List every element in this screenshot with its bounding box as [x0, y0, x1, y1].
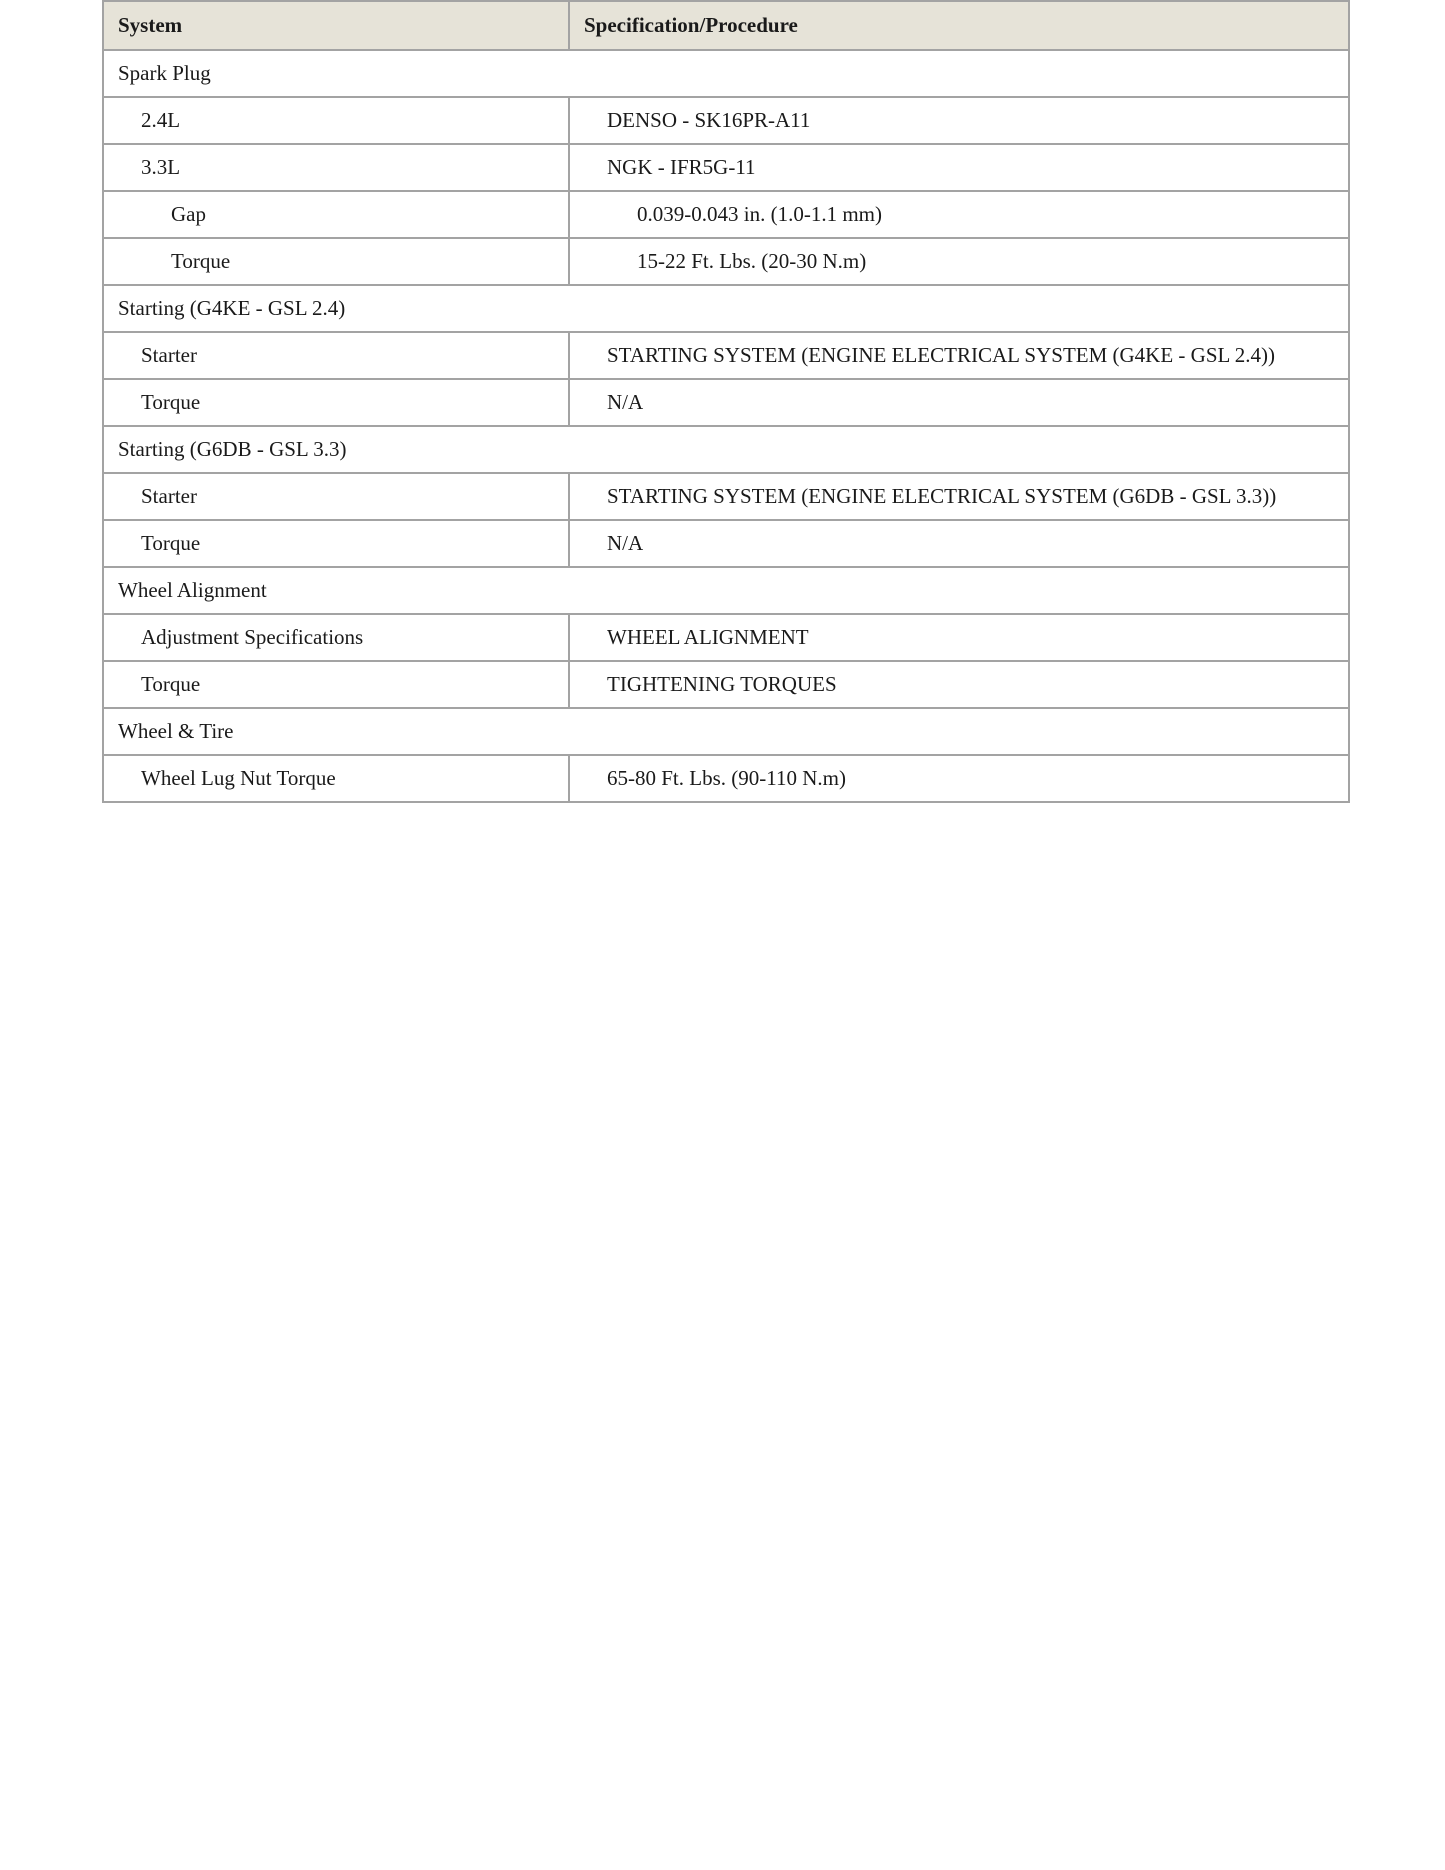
system-cell: 2.4L — [103, 97, 569, 144]
table-row — [103, 144, 1349, 191]
spec-cell: 65-80 Ft. Lbs. (90-110 N.m) — [569, 755, 1349, 802]
spec-cell: STARTING SYSTEM (ENGINE ELECTRICAL SYSTEM (G6DB - GSL 3.3)) — [569, 473, 1349, 520]
spec-table — [102, 0, 1350, 803]
section-row — [103, 708, 1349, 755]
table-body — [103, 50, 1349, 802]
spec-cell: WHEEL ALIGNMENT — [569, 614, 1349, 661]
section-label: Wheel & Tire — [103, 708, 1349, 755]
section-label: Starting (G6DB - GSL 3.3) — [103, 426, 1349, 473]
section-row — [103, 285, 1349, 332]
table-row — [103, 238, 1349, 285]
system-cell: Starter — [103, 332, 569, 379]
spec-cell: N/A — [569, 520, 1349, 567]
column-header-system: System — [103, 1, 569, 50]
system-cell: 3.3L — [103, 144, 569, 191]
spec-cell: TIGHTENING TORQUES — [569, 661, 1349, 708]
system-cell: Torque — [103, 238, 569, 285]
section-row — [103, 567, 1349, 614]
spec-cell: 0.039-0.043 in. (1.0-1.1 mm) — [569, 191, 1349, 238]
table-row — [103, 97, 1349, 144]
spec-cell: NGK - IFR5G-11 — [569, 144, 1349, 191]
system-cell: Torque — [103, 520, 569, 567]
system-cell: Gap — [103, 191, 569, 238]
table-row — [103, 379, 1349, 426]
column-header-specification: Specification/Procedure — [569, 1, 1349, 50]
table-row — [103, 473, 1349, 520]
system-cell: Adjustment Specifications — [103, 614, 569, 661]
table-row — [103, 332, 1349, 379]
spec-cell: N/A — [569, 379, 1349, 426]
spec-cell: STARTING SYSTEM (ENGINE ELECTRICAL SYSTEM (G4KE - GSL 2.4)) — [569, 332, 1349, 379]
section-label: Starting (G4KE - GSL 2.4) — [103, 285, 1349, 332]
table-row — [103, 191, 1349, 238]
section-label: Spark Plug — [103, 50, 1349, 97]
table-row — [103, 520, 1349, 567]
table-header-row — [103, 1, 1349, 50]
table-row — [103, 755, 1349, 802]
section-row — [103, 426, 1349, 473]
section-row — [103, 50, 1349, 97]
table-row — [103, 661, 1349, 708]
section-label: Wheel Alignment — [103, 567, 1349, 614]
system-cell: Wheel Lug Nut Torque — [103, 755, 569, 802]
system-cell: Starter — [103, 473, 569, 520]
system-cell: Torque — [103, 661, 569, 708]
system-cell: Torque — [103, 379, 569, 426]
spec-cell: DENSO - SK16PR-A11 — [569, 97, 1349, 144]
spec-cell: 15-22 Ft. Lbs. (20-30 N.m) — [569, 238, 1349, 285]
table-row — [103, 614, 1349, 661]
